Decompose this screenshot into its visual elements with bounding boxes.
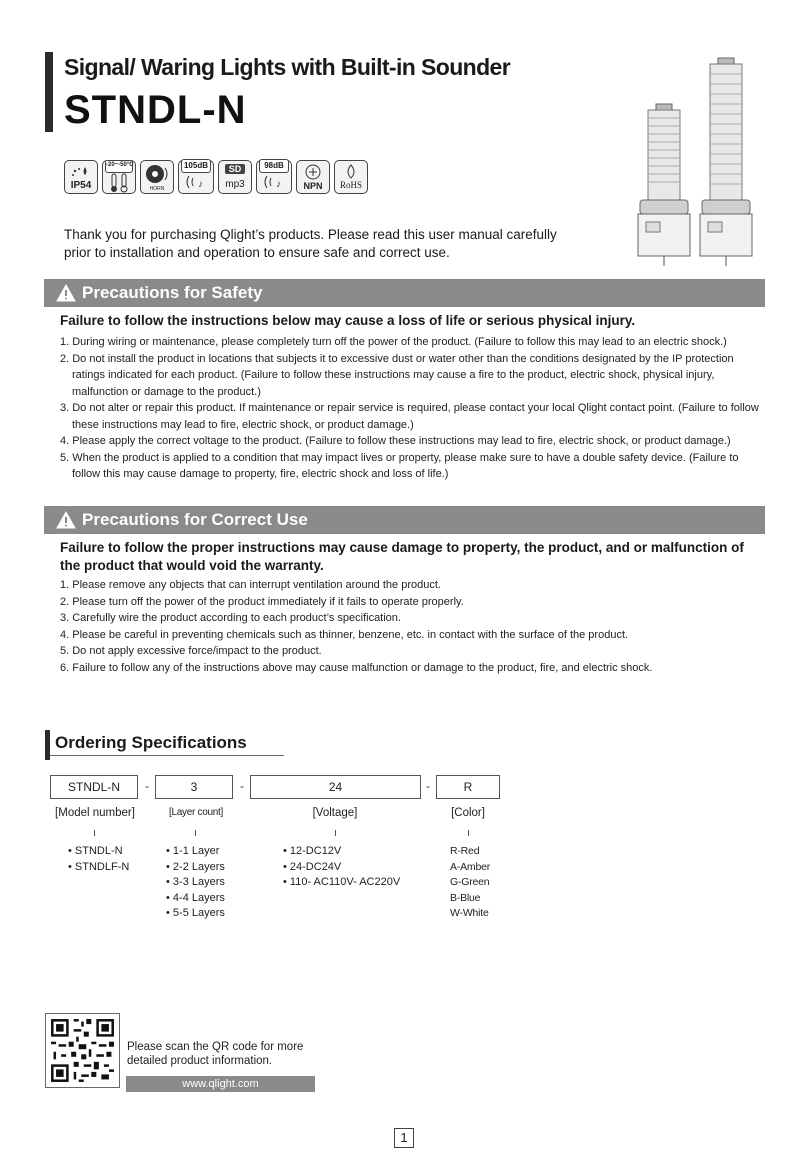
ip-rating-label: IP54 (70, 180, 92, 191)
correct-use-item: 6. Failure to follow any of the instructions above may cause malfunction or damage to the product, fire, and electric shock. (60, 661, 653, 674)
safety-item: 1. During wiring or maintenance, please completely turn off the power of the product. (Failure to follow this may lead to an electric shock.) (60, 336, 727, 348)
npn-icon (296, 160, 330, 194)
code-voltage-box: 24 (250, 775, 421, 799)
correct-use-item: 2. Please turn off the power of the product immediately if it fails to operate properly. (60, 595, 464, 608)
color-options-list (450, 844, 490, 922)
qr-code[interactable] (45, 1013, 120, 1088)
sound-98db-icon (256, 160, 292, 194)
model-option: • STNDL-N (68, 845, 123, 857)
temperature-icon (102, 160, 136, 194)
connector-tick (468, 830, 469, 836)
sound-105db-icon (178, 160, 214, 194)
code-separator: - (426, 779, 430, 793)
correct-use-lead-text: Failure to follow the proper instructions may cause damage to property, the product, and or malfunction of the product that would void the warranty. (60, 540, 744, 573)
mp3-label: mp3 (225, 179, 245, 190)
layer-option: • 5-5 Layers (166, 907, 225, 919)
voltage-options-list (283, 844, 400, 891)
svg-text:♪: ♪ (198, 179, 203, 190)
safety-section-header (44, 279, 765, 307)
color-option: R-Red (450, 845, 480, 857)
sd-mp3-icon (218, 160, 252, 194)
ordering-underline (50, 755, 284, 756)
warning-icon (56, 511, 76, 529)
svg-text:♪: ♪ (276, 179, 281, 190)
safety-item: 3. Do not alter or repair this product. If maintenance or repair service is required, please contact your local Qlight contact point. (Failure to follow these instructions may lead to fire, electric shock, or product damage.) (60, 402, 759, 431)
voltage-option: • 24-DC24V (283, 860, 342, 873)
code-color-box: R (436, 775, 500, 799)
voltage-header: [Voltage] (312, 807, 358, 819)
temperature-range-label: -20~-50°C (105, 160, 133, 173)
warning-icon (56, 284, 76, 302)
horn-label: HORN (149, 186, 165, 192)
voltage-option: • 110- AC110V- AC220V (283, 876, 401, 888)
layer-option: • 3-3 Layers (166, 876, 225, 888)
intro-text: Thank you for purchasing Qlight’s products. Please read this user manual carefully prior to installation and operation to ensure safe and correct use. (64, 227, 557, 260)
connector-tick (195, 830, 196, 836)
correct-use-item: 3. Carefully wire the product according to each product’s specification. (60, 612, 401, 624)
safety-item: 4. Please apply the correct voltage to the product. (Failure to follow these instructions may lead to fire, electric shock, or product damage.) (60, 435, 731, 447)
model-options-list (68, 844, 129, 875)
code-layer-box: 3 (155, 775, 233, 799)
product-illustration (630, 54, 770, 274)
layer-option: • 1-1 Layer (166, 845, 220, 857)
code-model-box: STNDL-N (50, 775, 138, 799)
model-option: • STNDLF-N (68, 860, 130, 873)
sound-level-label-1: 105dB (181, 159, 211, 173)
code-separator: - (145, 779, 149, 793)
sd-label: SD (225, 164, 245, 174)
correct-use-item: 1. Please remove any objects that can interrupt ventilation around the product. (60, 579, 441, 591)
correct-use-list (60, 577, 765, 676)
feature-icons-row (64, 160, 368, 194)
safety-item: 5. When the product is applied to a condition that may impact lives or property, please make sure to have a double safety device. (Failure to follow this may cause damage to property, fire, electric shock and loss of life.) (60, 451, 739, 480)
npn-label: NPN (303, 181, 323, 191)
ip54-icon (64, 160, 98, 194)
code-separator: - (240, 779, 244, 793)
voltage-option: • 12-DC12V (283, 845, 342, 857)
correct-use-section-title: Precautions for Correct Use (82, 510, 308, 529)
rohs-label: RoHS (339, 180, 362, 190)
page-number: 1 (394, 1128, 414, 1148)
color-option: B-Blue (450, 891, 481, 904)
color-option: A-Amber (450, 860, 491, 873)
correct-use-item: 4. Please be careful in preventing chemicals such as thinner, benzene, etc. in contact with the surface of the product. (60, 628, 629, 641)
safety-item: 2. Do not install the product in locations that subjects it to excessive dust or water other than the conditions designated by the IP protection ratings indicated for each product. (Failure to follow these instructions may cause a fire to the product, electric shock, physical injury, malfunction or damage to the product.) (60, 352, 734, 398)
color-option: W-White (450, 907, 489, 919)
sound-level-label-2: 98dB (259, 159, 289, 173)
layer-option: • 4-4 Layers (166, 891, 225, 904)
color-header: [Color] (451, 807, 485, 819)
qr-instruction-text: Please scan the QR code for more detailed product information. (127, 1041, 304, 1067)
connector-tick (335, 830, 336, 836)
horn-icon (140, 160, 174, 194)
correct-use-section-header (44, 506, 765, 534)
safety-lead-text: Failure to follow the instructions below may cause a loss of life or serious physical injury. (60, 313, 636, 328)
rohs-icon (334, 160, 368, 194)
ordering-title: Ordering Specifications (55, 733, 247, 752)
connector-tick (94, 830, 95, 836)
model-title: STNDL-N (64, 88, 247, 132)
model-number-header: [Model number] (55, 807, 135, 819)
document-subtitle: Signal/ Waring Lights with Built-in Sounder (64, 54, 511, 80)
title-accent-bar (45, 52, 53, 132)
correct-use-item: 5. Do not apply excessive force/impact to the product. (60, 645, 322, 657)
layer-option: • 2-2 Layers (166, 860, 225, 873)
layer-options-list (166, 844, 225, 922)
layer-count-header: [Layer count] (169, 807, 223, 818)
safety-list (60, 334, 765, 483)
website-link[interactable]: www.qlight.com (126, 1076, 315, 1092)
color-option: G-Green (450, 876, 490, 888)
safety-section-title: Precautions for Safety (82, 283, 263, 302)
